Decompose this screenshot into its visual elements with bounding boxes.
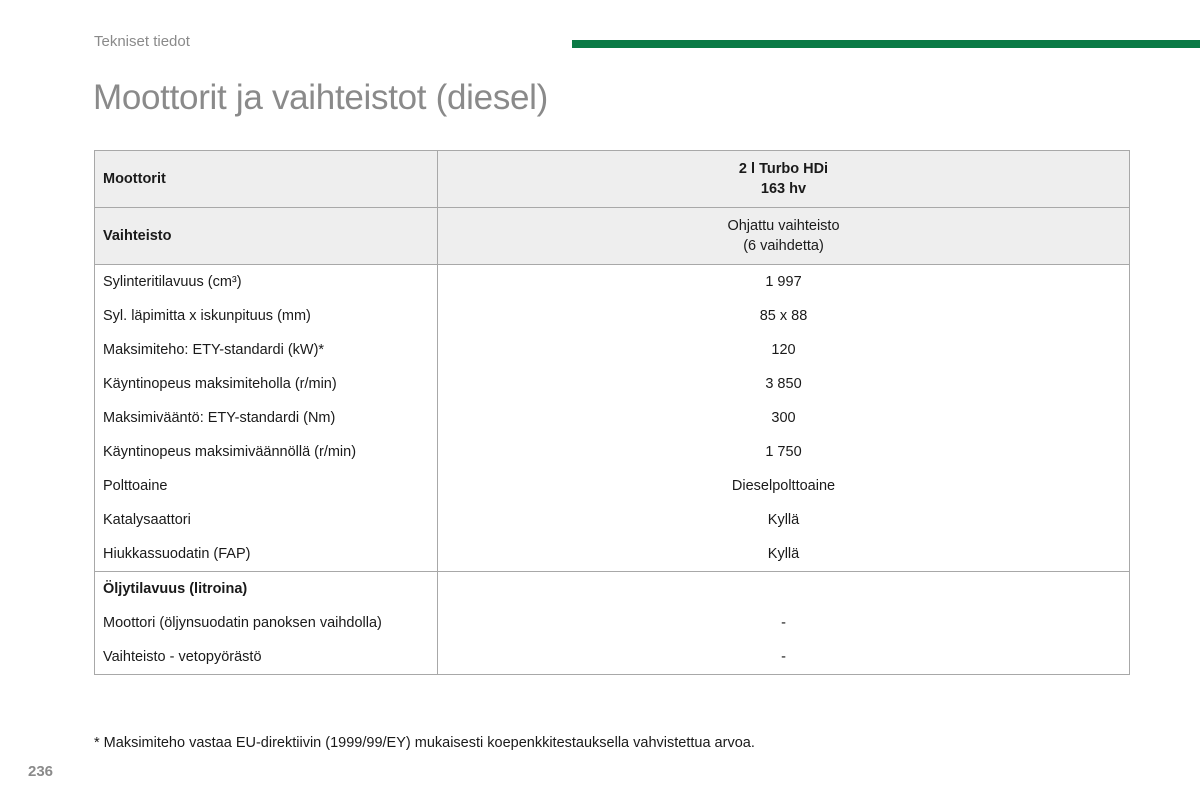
header-accent-bar [572, 40, 1200, 48]
row-label: Syl. läpimitta x iskunpituus (mm) [95, 299, 438, 333]
table-row [95, 401, 1130, 435]
row-value: - [438, 606, 1130, 640]
page-number: 236 [28, 763, 54, 780]
row-value: - [438, 640, 1130, 675]
table-row [95, 537, 1130, 572]
row-value: 85 x 88 [438, 299, 1130, 333]
spec-table [94, 150, 1130, 675]
oil-section-heading: Öljytilavuus (litroina) [95, 572, 438, 607]
table-row [95, 265, 1130, 300]
gearbox-label: Vaihteisto [95, 208, 438, 265]
page-title: Moottorit ja vaihteistot (diesel) [93, 78, 549, 117]
table-row [95, 503, 1130, 537]
table-row [95, 640, 1130, 675]
oil-section-heading-row [95, 572, 1130, 607]
oil-section-heading-value [438, 572, 1130, 607]
table-row [95, 469, 1130, 503]
row-value: Kyllä [438, 503, 1130, 537]
row-label: Sylinteritilavuus (cm³) [95, 265, 438, 300]
row-label: Katalysaattori [95, 503, 438, 537]
row-value: Kyllä [438, 537, 1130, 572]
row-value: 1 997 [438, 265, 1130, 300]
footnote: * Maksimiteho vastaa EU-direktiivin (1999/99/EY) mukaisesti koepenkkitestauksella vahvistettua arvoa. [94, 735, 755, 751]
row-value: 3 850 [438, 367, 1130, 401]
row-value: 120 [438, 333, 1130, 367]
row-value: 300 [438, 401, 1130, 435]
gearbox-value-line1: Ohjattu vaihteisto [727, 218, 840, 234]
engine-value [438, 151, 1130, 208]
table-row [95, 299, 1130, 333]
row-label: Maksimiteho: ETY-standardi (kW)* [95, 333, 438, 367]
row-label: Vaihteisto - vetopyörästö [95, 640, 438, 675]
row-label: Käyntinopeus maksimiväännöllä (r/min) [95, 435, 438, 469]
row-label: Hiukkassuodatin (FAP) [95, 537, 438, 572]
row-label: Maksimivääntö: ETY-standardi (Nm) [95, 401, 438, 435]
engine-value-line1: 2 l Turbo HDi [738, 161, 829, 177]
table-header-gearbox [95, 208, 1130, 265]
table-row [95, 367, 1130, 401]
table-header-engine [95, 151, 1130, 208]
table-row [95, 606, 1130, 640]
row-label: Polttoaine [95, 469, 438, 503]
row-label: Moottori (öljynsuodatin panoksen vaihdolla) [95, 606, 438, 640]
table-row [95, 333, 1130, 367]
table-row [95, 435, 1130, 469]
gearbox-value-line2: (6 vaihdetta) [743, 238, 824, 254]
engine-label: Moottorit [95, 151, 438, 208]
gearbox-value [438, 208, 1130, 265]
row-value: Dieselpolttoaine [438, 469, 1130, 503]
section-label: Tekniset tiedot [94, 33, 190, 50]
row-label: Käyntinopeus maksimiteholla (r/min) [95, 367, 438, 401]
engine-value-line2: 163 hv [760, 181, 807, 197]
row-value: 1 750 [438, 435, 1130, 469]
